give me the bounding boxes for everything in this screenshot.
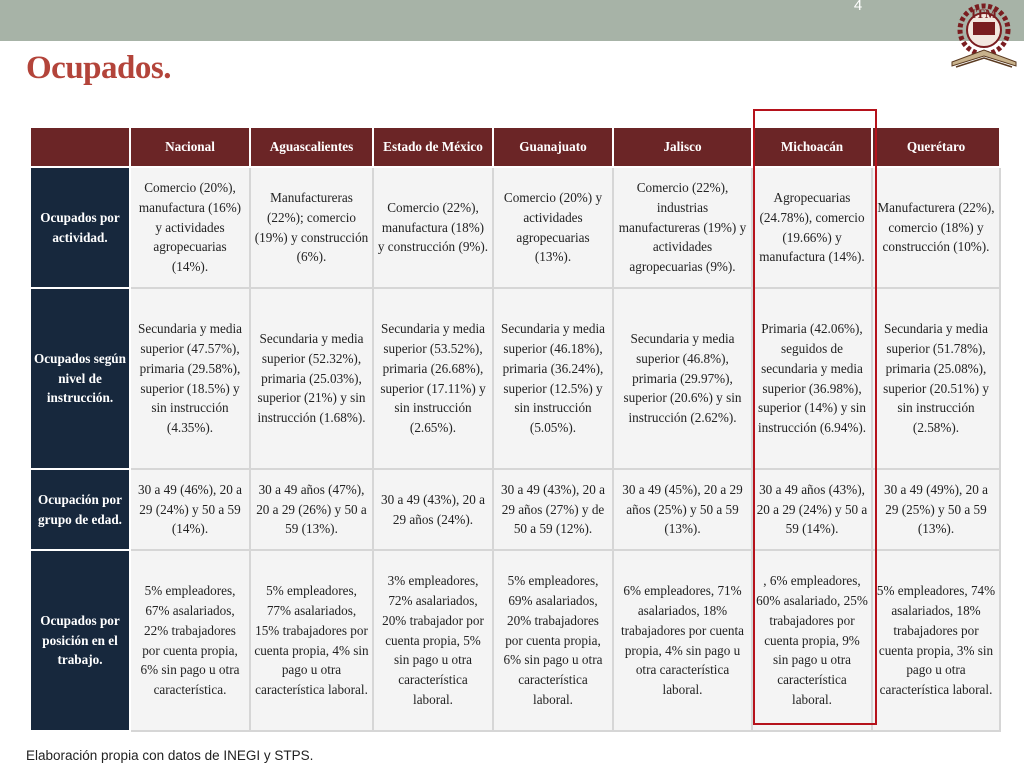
table-cell: 30 a 49 (46%), 20 a 29 (24%) y 50 a 59 (14%). — [130, 469, 250, 550]
header-nacional: Nacional — [130, 127, 250, 167]
table-cell: 30 a 49 (49%), 20 a 29 (25%) y 50 a 59 (13%). — [872, 469, 1000, 550]
header-estado-de-mexico: Estado de México — [373, 127, 493, 167]
header-jalisco: Jalisco — [613, 127, 752, 167]
table-cell: 30 a 49 (43%), 20 a 29 años (27%) y de 50 a 59 (12%). — [493, 469, 613, 550]
header-corner — [30, 127, 130, 167]
table-cell: 5% empleadores, 77% asalariados, 15% trabajadores por cuenta propia, 4% sin pago u otra característica laboral. — [250, 550, 373, 731]
table-cell: 3% empleadores, 72% asalariados, 20% trabajador por cuenta propia, 5% sin pago u otra característica laboral. — [373, 550, 493, 731]
source-note: Elaboración propia con datos de INEGI y STPS. — [26, 748, 314, 763]
table-cell: 30 a 49 años (47%), 20 a 29 (26%) y 50 a 59 (13%). — [250, 469, 373, 550]
table-row — [30, 550, 1000, 731]
table-cell: Secundaria y media superior (46.18%), primaria (36.24%), superior (12.5%) y sin instrucción (5.05%). — [493, 288, 613, 469]
table-cell: Secundaria y media superior (47.57%), primaria (29.58%), superior (18.5%) y sin instrucción (4.35%). — [130, 288, 250, 469]
table-cell: Comercio (20%) y actividades agropecuarias (13%). — [493, 167, 613, 288]
header-guanajuato: Guanajuato — [493, 127, 613, 167]
table-cell: Agropecuarias (24.78%), comercio (19.66%) y manufactura (14%). — [752, 167, 872, 288]
table-cell: 30 a 49 (45%), 20 a 29 años (25%) y 50 a 59 (13%). — [613, 469, 752, 550]
table-cell: Secundaria y media superior (51.78%), primaria (25.08%), superior (20.51%) y sin instrucción (2.58%). — [872, 288, 1000, 469]
row-label-actividad: Ocupados por actividad. — [30, 167, 130, 288]
header-row — [30, 127, 1000, 167]
table-cell: 5% empleadores, 74% asalariados, 18% trabajadores por cuenta propia, 3% sin pago u otra característica laboral. — [872, 550, 1000, 731]
table-cell: 5% empleadores, 69% asalariados, 20% trabajadores por cuenta propia, 6% sin pago u otra característica laboral. — [493, 550, 613, 731]
table-cell: 6% empleadores, 71% asalariados, 18% trabajadores por cuenta propia, 4% sin pago u otra característica laboral. — [613, 550, 752, 731]
table-cell: , 6% empleadores, 60% asalariado, 25% trabajadores por cuenta propia, 9% sin pago u otra característica laboral. — [752, 550, 872, 731]
table-cell: Comercio (22%), manufactura (18%) y construcción (9%). — [373, 167, 493, 288]
employment-table — [29, 126, 1001, 732]
table-row — [30, 167, 1000, 288]
row-label-posicion: Ocupados por posición en el trabajo. — [30, 550, 130, 731]
slide-number: 4 — [853, 0, 863, 14]
table-row — [30, 469, 1000, 550]
page-title: Ocupados. — [26, 50, 171, 86]
header-queretaro: Querétaro — [872, 127, 1000, 167]
table-cell: Primaria (42.06%), seguidos de secundaria y media superior (36.98%), superior (14%) y sin instrucción (6.94%). — [752, 288, 872, 469]
table-row — [30, 288, 1000, 469]
table-cell: Secundaria y media superior (52.32%), primaria (25.03%), superior (21%) y sin instrucción (1.68%). — [250, 288, 373, 469]
table-cell: Secundaria y media superior (46.8%), primaria (29.97%), superior (20.6%) y sin instrucción (2.62%). — [613, 288, 752, 469]
logo-text: ITM — [971, 6, 997, 21]
table-cell: Secundaria y media superior (53.52%), primaria (26.68%), superior (17.11%) y sin instrucción (2.65%). — [373, 288, 493, 469]
table-cell: 5% empleadores, 67% asalariados, 22% trabajadores por cuenta propia, 6% sin pago u otra característica. — [130, 550, 250, 731]
row-label-edad: Ocupación por grupo de edad. — [30, 469, 130, 550]
table-cell: Manufacturera (22%), comercio (18%) y construcción (10%). — [872, 167, 1000, 288]
table-cell: Comercio (20%), manufactura (16%) y actividades agropecuarias (14%). — [130, 167, 250, 288]
top-bar — [0, 0, 1024, 41]
table-cell: 30 a 49 años (43%), 20 a 29 (24%) y 50 a 59 (14%). — [752, 469, 872, 550]
row-label-instruccion: Ocupados según nivel de instrucción. — [30, 288, 130, 469]
header-michoacan: Michoacán — [752, 127, 872, 167]
table-cell: Manufactureras (22%); comercio (19%) y construcción (6%). — [250, 167, 373, 288]
table-cell: Comercio (22%), industrias manufactureras (19%) y actividades agropecuarias (9%). — [613, 167, 752, 288]
header-aguascalientes: Aguascalientes — [250, 127, 373, 167]
table-cell: 30 a 49 (43%), 20 a 29 años (24%). — [373, 469, 493, 550]
itm-logo-icon — [946, 0, 1022, 72]
